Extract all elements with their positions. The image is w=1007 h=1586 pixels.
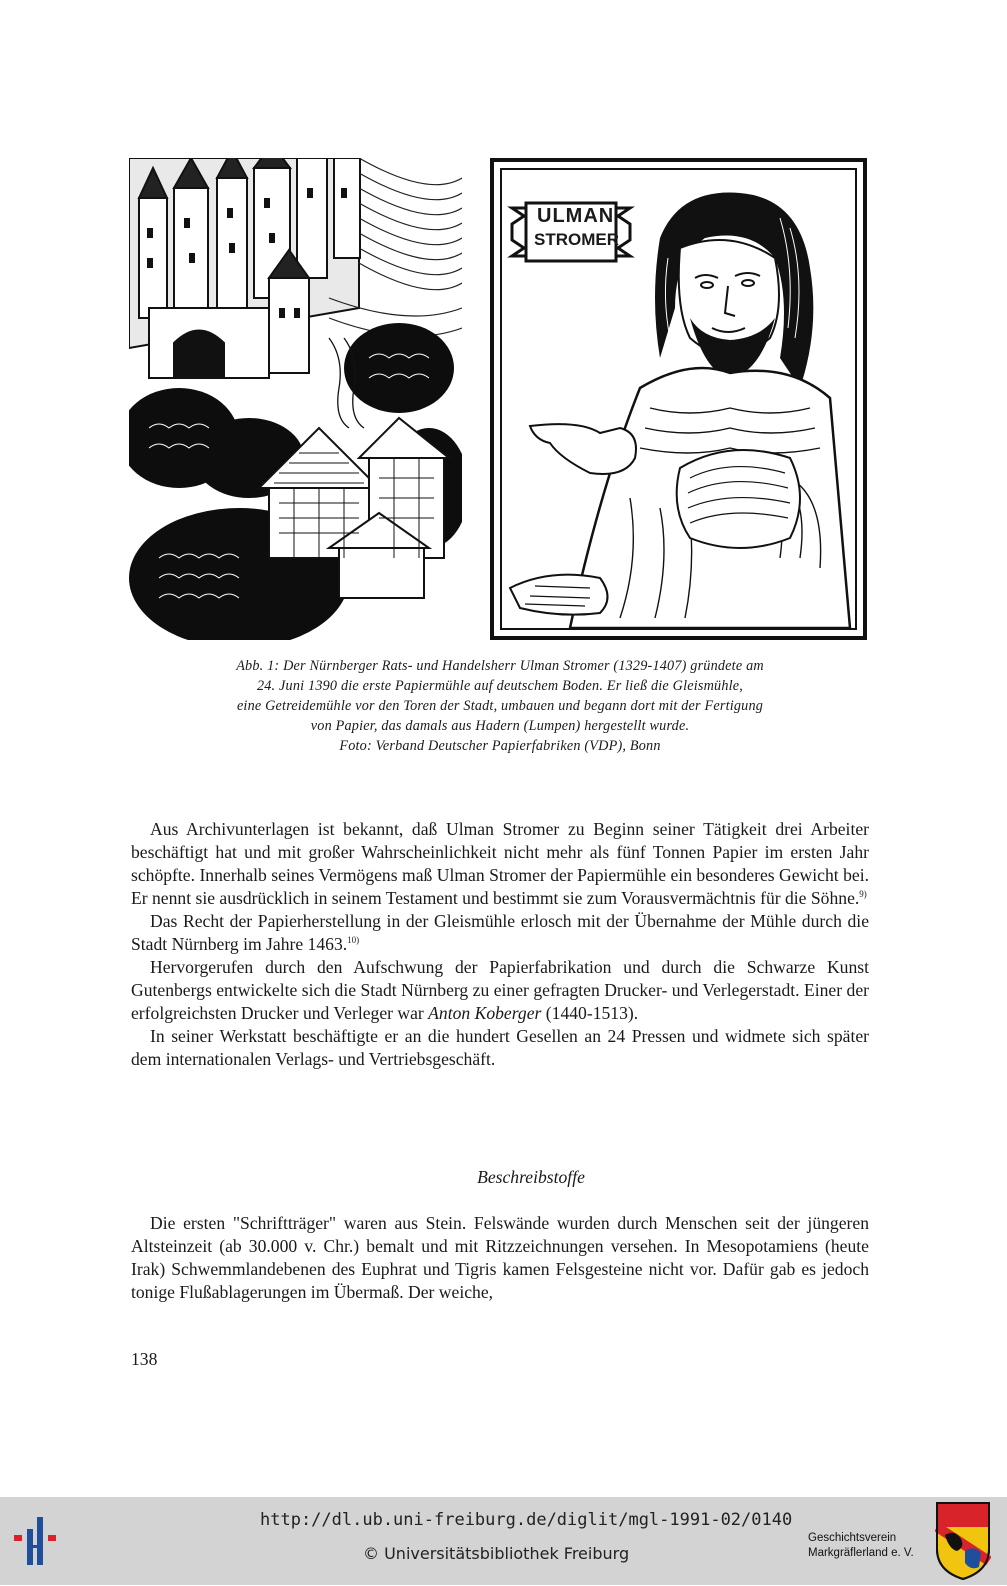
paragraph xyxy=(131,910,869,956)
caption-line: eine Getreidemühle vor den Toren der Stadt, umbauen und begann dort mit der Fertigung xyxy=(236,698,764,714)
copyright-notice: © Universitätsbibliothek Freiburg xyxy=(363,1544,630,1563)
paragraph-text: Die ersten "Schriftträger" waren aus Stein. Felswände wurden durch Menschen seit der jüngeren Altsteinzeit (ab 30.000 v. Chr.) bemalt und mit Ritzzeichnungen versehen. In Mesopotamiens (heute Irak) Schwemmlandebenen des Euphrat und Tigris kamen Felsgesteine nicht vor. Dafür gab es jedoch tonige Flußablagerungen im Übermaß. Der weiche, xyxy=(131,1213,869,1302)
section-heading: Beschreibstoffe xyxy=(477,1167,585,1187)
footnote-ref: 10) xyxy=(347,935,360,945)
ub-freiburg-logo-icon xyxy=(14,1509,64,1576)
paragraph xyxy=(131,1025,869,1071)
society-name xyxy=(808,1531,914,1561)
society-crest-icon xyxy=(935,1501,991,1586)
paragraph-text: Das Recht der Papierherstellung in der Gleismühle erlosch mit der Übernahme der Mühle durch die Stadt Nürnberg im Jahre 1463. xyxy=(131,911,869,954)
body-text-section-1 xyxy=(131,818,869,1071)
paragraph-text: In seiner Werkstatt beschäftigte er an die hundert Gesellen an 24 Pressen und widmete sich später dem internationalen Verlags- und Vertriebsgeschäft. xyxy=(131,1026,869,1069)
society-name-line1: Geschichtsverein xyxy=(808,1532,897,1544)
caption-line: Abb. 1: Der Nürnberger Rats- und Handelsherr Ulman Stromer (1329-1407) gründete am xyxy=(236,658,764,674)
footnote-ref: 9) xyxy=(859,889,867,899)
page-number: 138 xyxy=(131,1349,158,1369)
paragraph-text: Aus Archivunterlagen ist bekannt, daß Ulman Stromer zu Beginn seiner Tätigkeit drei Arbeiter beschäftigt hat und mit großer Wahrscheinlichkeit nicht mehr als fünf Tonnen Papier im ersten Jahr schöpfte. Innerhalb seines Vermögens maß Ulman Stromer der Papiermühle ein besonderes Gewicht bei. Er nennt sie ausdrücklich in seinem Testament und bestimmt sie zum Vorausvermächtnis für die Söhne. xyxy=(131,819,869,908)
paragraph xyxy=(131,1212,869,1304)
footer-bar xyxy=(0,1497,1007,1585)
person-name: Anton Koberger xyxy=(428,1003,542,1023)
paragraph xyxy=(131,818,869,910)
caption-line: von Papier, das damals aus Hadern (Lumpen) hergestellt wurde. xyxy=(310,718,690,734)
body-text-section-2 xyxy=(131,1212,869,1304)
permalink-url-link[interactable]: http://dl.ub.uni-freiburg.de/diglit/mgl-1991-02/0140 xyxy=(260,1510,793,1530)
portrait-label-line2: STROMER xyxy=(534,230,619,249)
figure-caption xyxy=(130,656,870,756)
paragraph-text: Hervorgerufen durch den Aufschwung der Papierfabrikation und durch die Schwarze Kunst Gutenbergs entwickelte sich die Stadt Nürnberg zu einer gefragten Drucker- und Verlegerstadt. Einer der erfolgreichsten Drucker und Verleger war xyxy=(131,957,869,1023)
portrait-label-line1: ULMAN xyxy=(537,205,615,227)
woodcut-ulman-stromer-portrait xyxy=(490,158,867,640)
woodcut-nuernberg-illustration xyxy=(129,158,462,640)
caption-line: 24. Juni 1390 die erste Papiermühle auf deutschem Boden. Er ließ die Gleismühle, xyxy=(256,678,744,694)
caption-line: Foto: Verband Deutscher Papierfabriken (VDP), Bonn xyxy=(339,738,661,754)
paragraph-text: (1440-1513). xyxy=(541,1003,639,1023)
society-name-line2: Markgräflerland e. V. xyxy=(808,1547,914,1559)
paragraph xyxy=(131,956,869,1025)
